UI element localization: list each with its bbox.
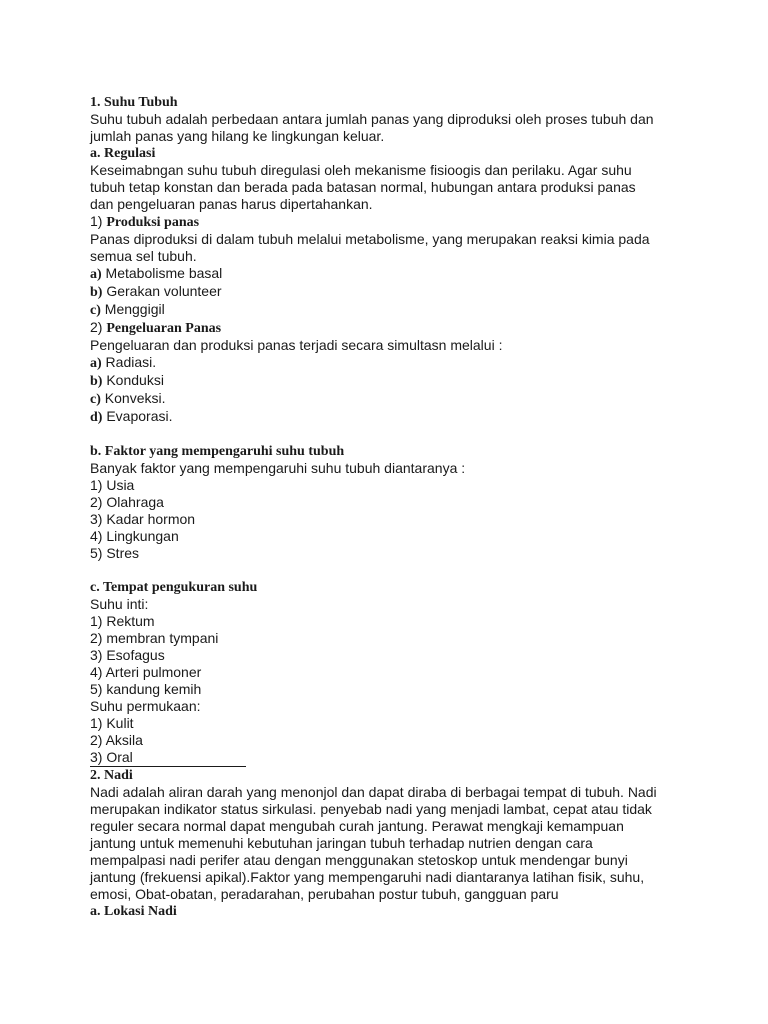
list-marker: b) bbox=[90, 285, 103, 300]
list-text: Konduksi bbox=[102, 372, 164, 388]
list-marker: d) bbox=[90, 410, 103, 425]
list-text: Metabolisme basal bbox=[101, 265, 223, 281]
list-marker: a) bbox=[90, 356, 102, 371]
blank-line bbox=[90, 562, 690, 579]
list-item: 5) kandung kemih bbox=[90, 681, 202, 697]
paragraph-line: emosi, Obat-obatan, peradarahan, perubahan postur tubuh, gangguan paru bbox=[90, 886, 559, 902]
paragraph-line: mempalpasi nadi perifer atau dengan menggunakan stetoskop untuk mendengar bunyi bbox=[90, 852, 628, 868]
section-heading-suhu-tubuh: 1. Suhu Tubuh bbox=[90, 95, 178, 110]
paragraph-line: dan pengeluaran panas harus dipertahankan. bbox=[90, 196, 373, 212]
list-number: 1) bbox=[90, 213, 107, 229]
label-suhu-permukaan: Suhu permukaan: bbox=[90, 698, 201, 714]
paragraph-line: jantung untuk memenuhi kebutuhan jaringan tubuh terhadap nutrien dengan cara bbox=[90, 835, 593, 851]
paragraph-line: Nadi adalah aliran darah yang menonjol dan dapat diraba di berbagai tempat di tubuh. Nadi bbox=[90, 784, 657, 800]
list-item bbox=[90, 372, 690, 390]
subheading-title: Pengeluaran Panas bbox=[106, 321, 222, 336]
list-item bbox=[90, 354, 690, 372]
list-item: 2) Olahraga bbox=[90, 494, 164, 510]
list-item bbox=[90, 283, 690, 301]
list-item bbox=[90, 390, 690, 408]
list-marker: c) bbox=[90, 303, 101, 318]
list-marker: a) bbox=[90, 267, 102, 282]
subheading-pengeluaran-panas bbox=[90, 319, 690, 337]
list-text: Evaporasi. bbox=[102, 408, 173, 424]
list-item bbox=[90, 408, 690, 426]
list-number: 2) bbox=[90, 319, 107, 335]
list-item: 3) Kadar hormon bbox=[90, 511, 196, 527]
section-heading-nadi: 2. Nadi bbox=[90, 768, 133, 783]
list-item: 2) membran tympani bbox=[90, 630, 219, 646]
list-item bbox=[90, 301, 690, 319]
paragraph-line: Pengeluaran dan produksi panas terjadi secara simultasn melalui : bbox=[90, 337, 503, 353]
list-item: 1) Usia bbox=[90, 477, 135, 493]
label-suhu-inti: Suhu inti: bbox=[90, 596, 149, 612]
list-marker: c) bbox=[90, 392, 101, 407]
list-item: 1) Rektum bbox=[90, 613, 155, 629]
list-item: 5) Stres bbox=[90, 545, 140, 561]
list-item: 3) Oral bbox=[90, 749, 133, 765]
paragraph-line: reguler secara normal dapat mengubah curah jantung. Perawat mengkaji kemampuan bbox=[90, 818, 624, 834]
subheading-faktor: b. Faktor yang mempengaruhi suhu tubuh bbox=[90, 444, 345, 459]
paragraph-line: Panas diproduksi di dalam tubuh melalui metabolisme, yang merupakan reaksi kimia pada bbox=[90, 231, 650, 247]
list-item bbox=[90, 265, 690, 283]
list-item: 1) Kulit bbox=[90, 715, 134, 731]
list-item: 4) Arteri pulmoner bbox=[90, 664, 202, 680]
document-page bbox=[90, 94, 690, 920]
list-text: Menggigil bbox=[100, 301, 165, 317]
list-marker: b) bbox=[90, 374, 103, 389]
paragraph-line: merupakan indikator status sirkulasi. penyebab nadi yang menjadi lambat, cepat atau tidak bbox=[90, 801, 652, 817]
paragraph-line: Banyak faktor yang mempengaruhi suhu tubuh diantaranya : bbox=[90, 460, 466, 476]
list-item: 3) Esofagus bbox=[90, 647, 165, 663]
paragraph-line: tubuh tetap konstan dan berada pada batasan normal, hubungan antara produksi panas bbox=[90, 179, 636, 195]
subheading-tempat-pengukuran: c. Tempat pengukuran suhu bbox=[90, 580, 258, 595]
subheading-produksi-panas bbox=[90, 213, 690, 231]
paragraph-line: semua sel tubuh. bbox=[90, 248, 197, 264]
paragraph-line: jumlah panas yang hilang ke lingkungan keluar. bbox=[90, 128, 385, 144]
subheading-regulasi: a. Regulasi bbox=[90, 146, 156, 161]
subheading-title: Produksi panas bbox=[106, 215, 200, 230]
list-item: 4) Lingkungan bbox=[90, 528, 179, 544]
blank-line bbox=[90, 426, 690, 443]
subheading-lokasi-nadi: a. Lokasi Nadi bbox=[90, 904, 177, 919]
paragraph-line: Suhu tubuh adalah perbedaan antara jumlah panas yang diproduksi oleh proses tubuh dan bbox=[90, 111, 654, 127]
list-text: Konveksi. bbox=[100, 390, 166, 406]
list-text: Gerakan volunteer bbox=[102, 283, 222, 299]
list-item: 2) Aksila bbox=[90, 732, 143, 748]
paragraph-line: jantung (frekuensi apikal).Faktor yang mempengaruhi nadi diantaranya latihan fisik, suhu, bbox=[90, 869, 645, 885]
paragraph-line: Keseimabngan suhu tubuh diregulasi oleh mekanisme fisioogis dan perilaku. Agar suhu bbox=[90, 162, 632, 178]
list-text: Radiasi. bbox=[101, 354, 157, 370]
